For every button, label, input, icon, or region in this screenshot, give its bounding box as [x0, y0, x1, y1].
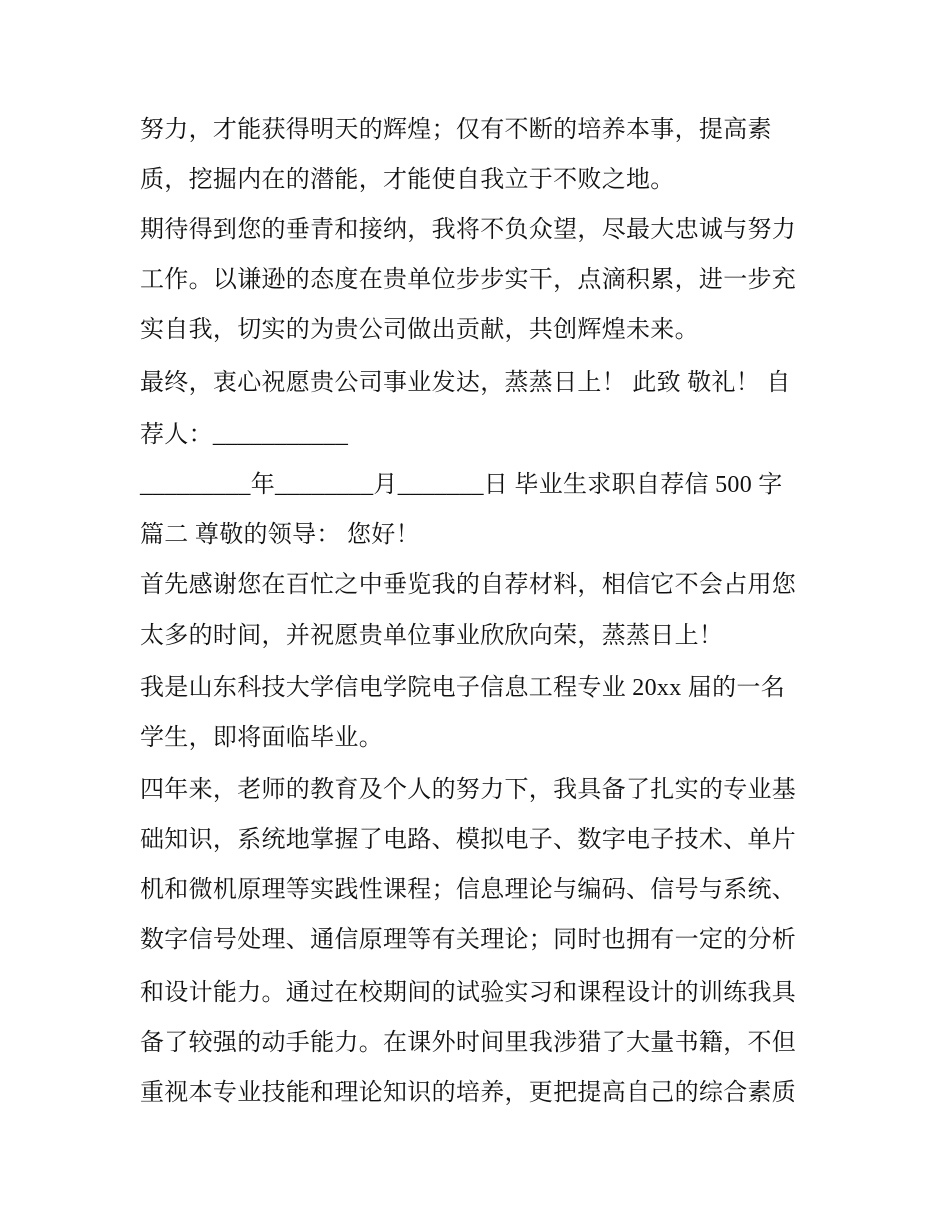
section-heading: 篇二 尊敬的领导： 您好！ [140, 522, 420, 548]
text-line: 实自我，切实的为贵公司做出贡献，共创辉煌未来。 [140, 317, 699, 343]
text-line: 努力，才能获得明天的辉煌；仅有不断的培养本事，提高素 [140, 117, 772, 143]
text-line: 工作。以谦逊的态度在贵单位步步实干，点滴积累，进一步充 [140, 267, 797, 293]
text-line: 期待得到您的垂青和接纳，我将不负众望，尽最大忠诚与努力 [140, 217, 797, 243]
text-line: 学生，即将面临毕业。 [140, 725, 383, 751]
text-line: 备了较强的动手能力。在课外时间里我涉猎了大量书籍，不但 [140, 1030, 797, 1056]
signature-line: 荐人：___________ [140, 422, 349, 448]
date-title-line: _________年________月_______日 毕业生求职自荐信 500 字 [140, 472, 783, 498]
text-line: 础知识，系统地掌握了电路、模拟电子、数字电子技术、单片 [140, 827, 797, 853]
text-line: 重视本专业技能和理论知识的培养，更把提高自己的综合素质 [140, 1080, 797, 1106]
text-line: 四年来，老师的教育及个人的努力下，我具备了扎实的专业基 [140, 777, 797, 803]
text-line: 我是山东科技大学信电学院电子信息工程专业 20xx 届的一名 [140, 675, 785, 701]
text-line: 质，挖掘内在的潜能，才能使自我立于不败之地。 [140, 167, 675, 193]
text-line: 和设计能力。通过在校期间的试验实习和课程设计的训练我具 [140, 980, 797, 1006]
text-line: 首先感谢您在百忙之中垂览我的自荐材料，相信它不会占用您 [140, 572, 797, 598]
text-line: 太多的时间，并祝愿贵单位事业欣欣向荣，蒸蒸日上！ [140, 623, 724, 649]
text-line: 最终，衷心祝愿贵公司事业发达，蒸蒸日上！ 此致 敬礼！ 自 [140, 370, 791, 396]
text-line: 机和微机原理等实践性课程；信息理论与编码、信号与系统、 [140, 877, 797, 903]
text-line: 数字信号处理、通信原理等有关理论；同时也拥有一定的分析 [140, 927, 797, 953]
